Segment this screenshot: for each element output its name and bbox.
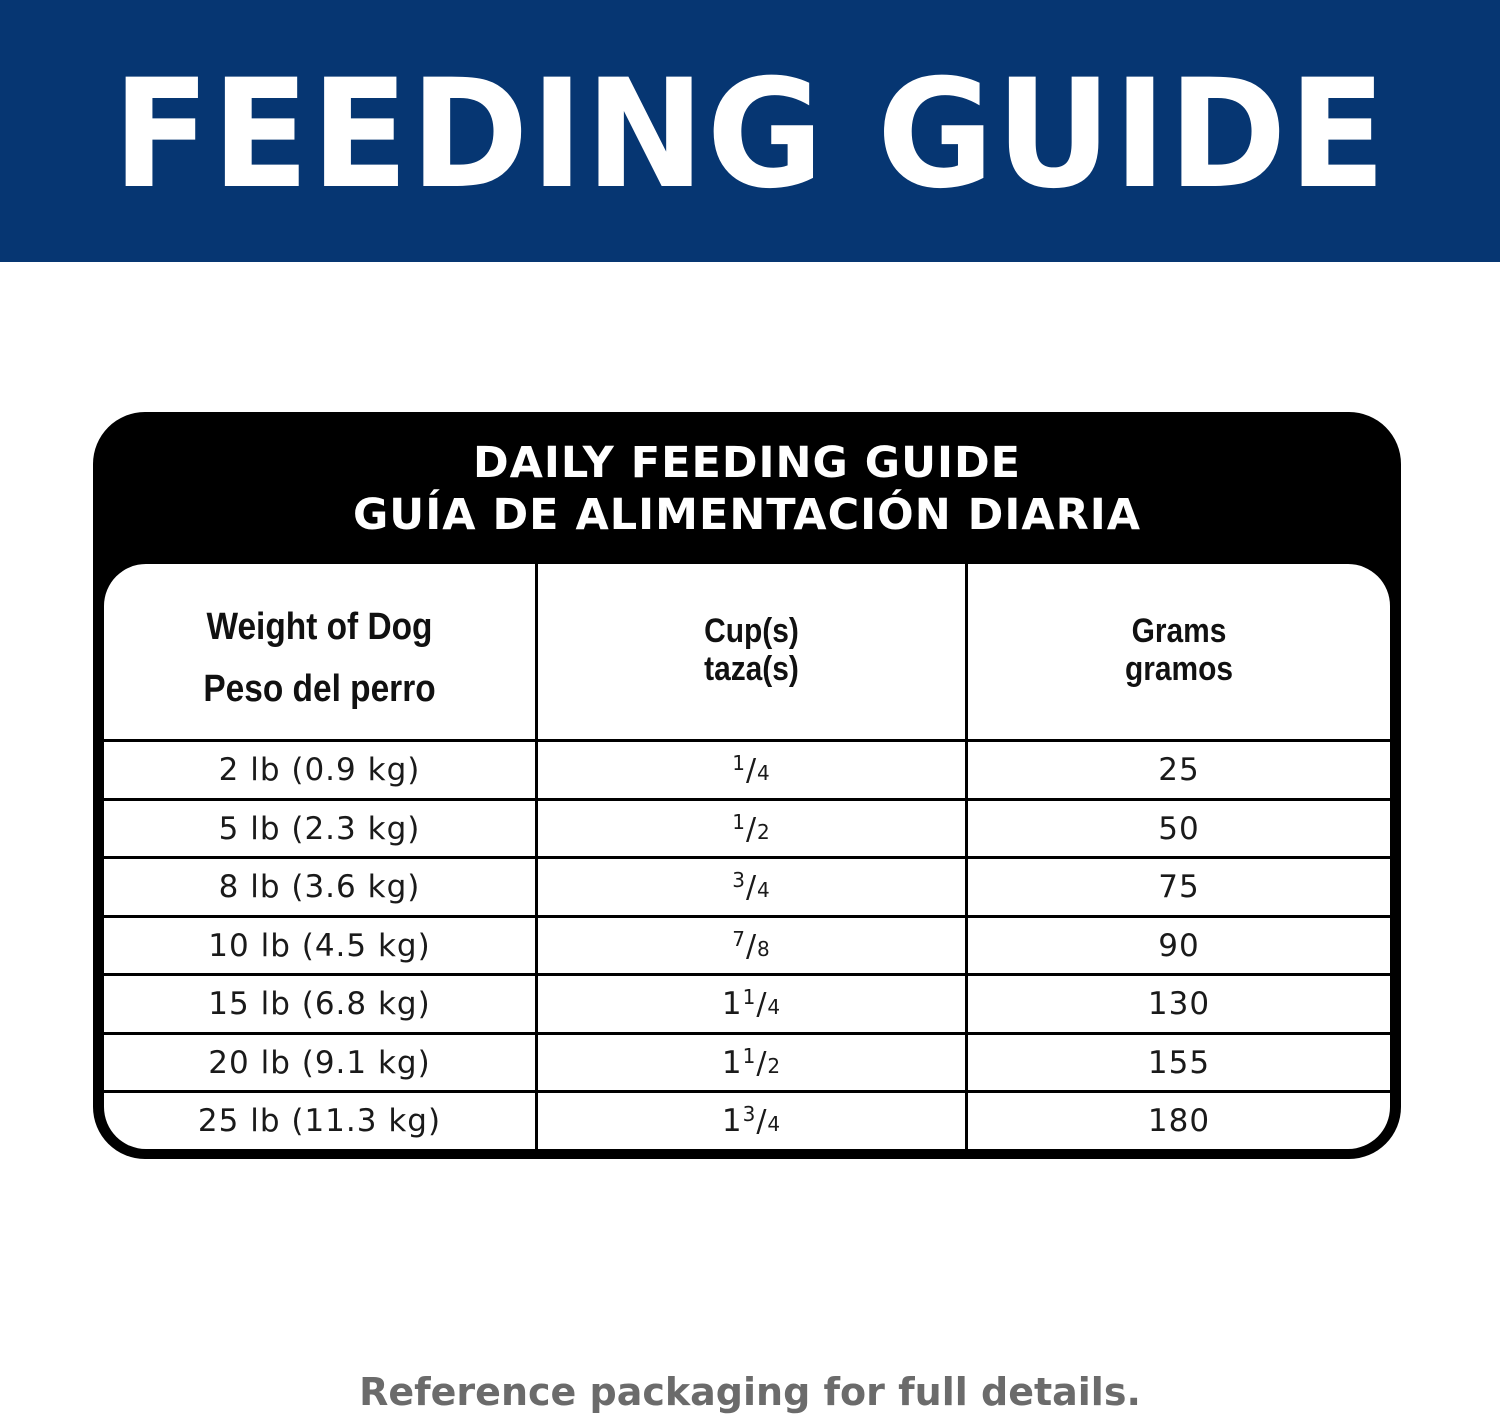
fraction-slash: / <box>745 753 758 788</box>
column-header-cups-english: Cup(s) <box>704 612 799 650</box>
cups-denominator: 4 <box>757 878 771 902</box>
cups-cell <box>538 1034 965 1090</box>
cups-numerator: 1 <box>742 985 757 1009</box>
grams-cell: 75 <box>1158 869 1200 905</box>
cups-denominator: 4 <box>767 995 782 1019</box>
row-divider <box>104 798 1390 801</box>
fraction-slash: / <box>756 1104 768 1139</box>
cups-whole: 1 <box>721 1044 743 1081</box>
fraction-slash: / <box>756 987 768 1022</box>
cups-numerator: 1 <box>732 809 746 834</box>
column-header-weight <box>130 564 509 740</box>
header-banner <box>0 0 1500 262</box>
column-header-grams-english: Grams <box>1131 612 1227 650</box>
cups-cell <box>538 858 965 914</box>
table-heading-english: DAILY FEEDING GUIDE <box>472 438 1022 488</box>
column-header-grams-spanish: gramos <box>1124 650 1234 688</box>
cups-numerator: 1 <box>732 751 746 775</box>
banner-title: FEEDING GUIDE <box>112 48 1388 222</box>
cups-cell <box>538 975 965 1031</box>
cups-numerator: 3 <box>742 1102 757 1126</box>
weight-cell: 10 lb (4.5 kg) <box>208 927 431 964</box>
column-header-weight-english: Weight of Dog <box>206 606 433 648</box>
column-header-grams <box>993 564 1364 740</box>
column-header-cups <box>564 564 940 740</box>
weight-cell: 5 lb (2.3 kg) <box>218 810 421 847</box>
column-header-weight-spanish: Peso del perro <box>203 668 436 710</box>
cups-cell <box>538 917 965 973</box>
grams-cell: 50 <box>1158 810 1200 847</box>
fraction-slash: / <box>745 811 758 847</box>
cups-numerator: 1 <box>742 1043 757 1068</box>
weight-cell: 2 lb (0.9 kg) <box>218 752 421 788</box>
cups-cell <box>538 741 965 797</box>
cups-denominator: 2 <box>767 1053 782 1078</box>
grams-cell: 155 <box>1147 1044 1211 1081</box>
grams-cell: 180 <box>1147 1103 1211 1139</box>
cups-denominator: 2 <box>757 819 771 844</box>
grams-cell: 25 <box>1158 752 1200 788</box>
fraction-slash: / <box>756 1045 768 1081</box>
grams-cell: 130 <box>1147 986 1211 1022</box>
table-heading-spanish: GUÍA DE ALIMENTACIÓN DIARIA <box>352 490 1142 540</box>
cups-cell <box>538 800 965 856</box>
cups-whole: 1 <box>721 986 743 1022</box>
weight-cell: 8 lb (3.6 kg) <box>218 869 421 905</box>
weight-cell: 20 lb (9.1 kg) <box>208 1044 431 1081</box>
row-divider <box>104 856 1390 859</box>
column-header-cups-spanish: taza(s) <box>704 650 799 688</box>
cups-cell <box>538 1092 965 1148</box>
cups-denominator: 4 <box>767 1112 782 1136</box>
table-heading <box>93 412 1401 562</box>
feeding-table <box>104 564 1390 1149</box>
row-divider <box>104 973 1390 976</box>
daily-feeding-guide-card <box>93 412 1401 1159</box>
cups-whole: 1 <box>721 1103 743 1139</box>
weight-cell: 25 lb (11.3 kg) <box>197 1103 442 1139</box>
fraction-slash: / <box>745 870 758 905</box>
fraction-slash: / <box>745 928 758 964</box>
row-divider <box>104 1032 1390 1035</box>
footer-note: Reference packaging for full details. <box>359 1370 1141 1414</box>
cups-numerator: 7 <box>732 926 746 951</box>
row-divider <box>104 1090 1390 1093</box>
cups-numerator: 3 <box>732 868 746 892</box>
row-divider <box>104 915 1390 918</box>
cups-denominator: 4 <box>757 761 771 785</box>
cups-denominator: 8 <box>757 936 771 961</box>
row-divider <box>104 739 1390 742</box>
weight-cell: 15 lb (6.8 kg) <box>208 986 431 1022</box>
grams-cell: 90 <box>1158 927 1200 964</box>
